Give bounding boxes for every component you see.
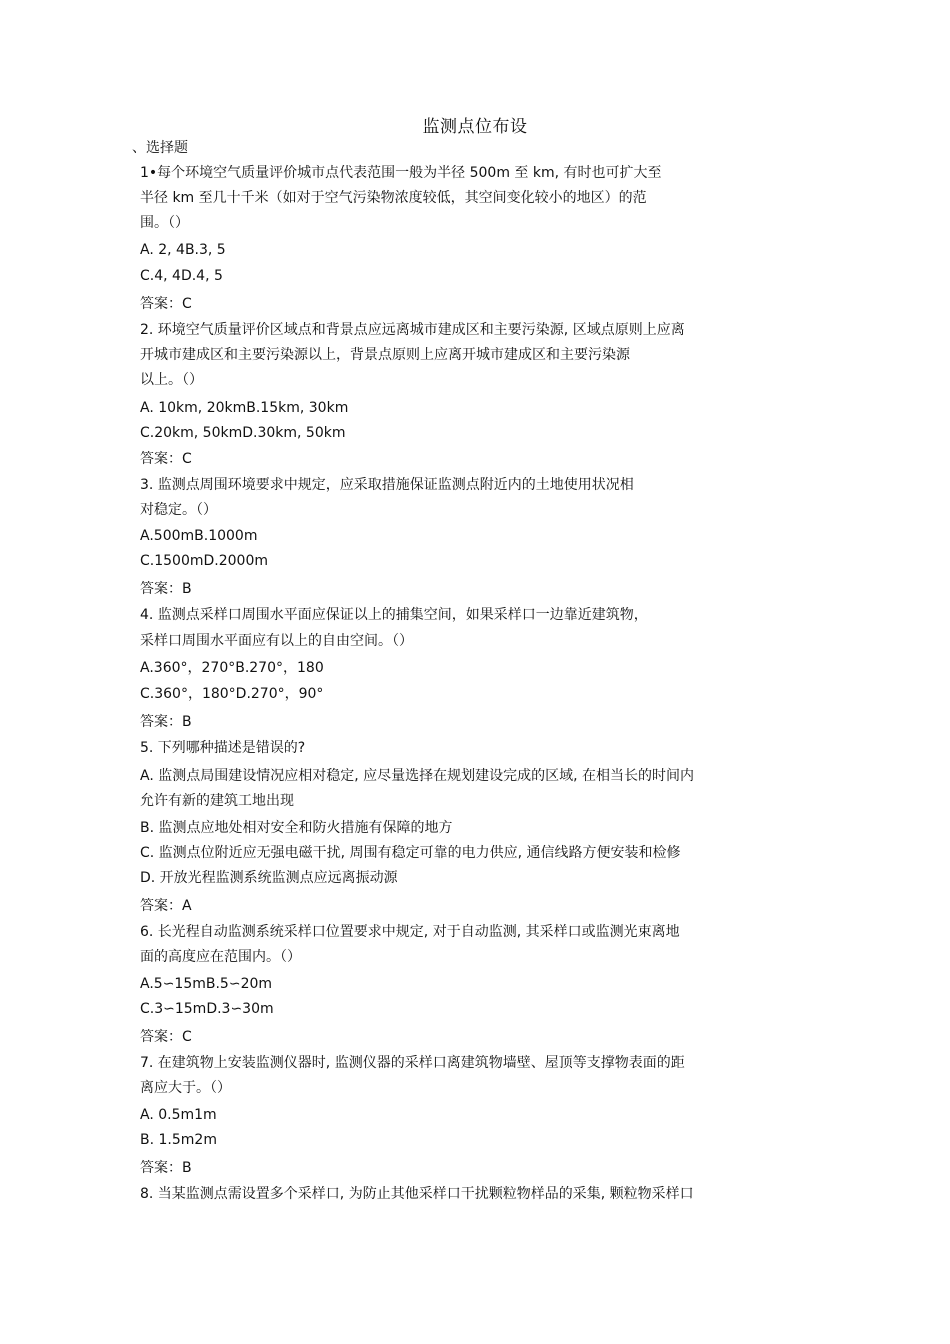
text-line: 半径 km 至几十千米（如对于空气污染物浓度较低，其空间变化较小的地区）的范 [140,190,647,206]
answer-line: 答案：B [140,581,192,597]
option-line: C.4, 4D.4, 5 [140,268,223,284]
text-line: 8. 当某监测点需设置多个采样口, 为防止其他采样口干扰颗粒物样品的采集, 颗粒物采样口 [140,1186,694,1202]
section-heading: 、选择题 [132,140,188,156]
text-line: D. 开放光程监测系统监测点应远离振动源 [140,870,398,886]
option-line: A. 10km, 20kmB.15km, 30km [140,400,349,416]
answer-line: 答案：C [140,1029,192,1045]
answer-line: 答案：B [140,1160,192,1176]
option-line: A.360°，270°B.270°，180 [140,660,324,676]
option-line: A.500mB.1000m [140,528,258,544]
text-line: 对稳定。（） [140,502,217,518]
text-line: A. 监测点局围建设情况应相对稳定, 应尽量选择在规划建设完成的区域, 在相当长的时间内 [140,768,695,784]
option-line: A. 0.5m1m [140,1107,217,1123]
text-line: 2. 环境空气质量评价区域点和背景点应远离城市建成区和主要污染源, 区域点原则上应离 [140,322,685,338]
text-line: 1•每个环境空气质量评价城市点代表范围一般为半径 500m 至 km, 有时也可扩大至 [140,165,662,181]
answer-line: 答案：B [140,714,192,730]
option-line: B. 1.5m2m [140,1132,217,1148]
text-line: 3. 监测点周围环境要求中规定，应采取措施保证监测点附近内的土地使用状况相 [140,477,634,493]
option-line: C.360°，180°D.270°，90° [140,686,324,702]
option-line: A. 2, 4B.3, 5 [140,242,226,258]
answer-line: 答案：C [140,451,192,467]
text-line: 采样口周围水平面应有以上的自由空间。（） [140,633,413,649]
text-line: 6. 长光程自动监测系统采样口位置要求中规定, 对于自动监测, 其采样口或监测光束离地 [140,924,680,940]
text-line: C. 监测点位附近应无强电磁干扰, 周围有稳定可靠的电力供应, 通信线路方便安装和检修 [140,845,681,861]
text-line: 允许有新的建筑工地出现 [140,793,294,809]
text-line: 围。（） [140,215,189,231]
answer-line: 答案：C [140,296,192,312]
text-line: 7. 在建筑物上安装监测仪器时, 监测仪器的采样口离建筑物墙壁、屋顶等支撑物表面的距 [140,1055,685,1071]
doc-title: 监测点位布设 [422,117,528,137]
option-line: C.1500mD.2000m [140,553,268,569]
text-line: 面的高度应在范围内。（） [140,949,301,965]
text-line: 以上。（） [140,372,203,388]
text-line: 开城市建成区和主要污染源以上，背景点原则上应离开城市建成区和主要污染源 [140,347,630,363]
option-line: A.5∽15mB.5∽20m [140,976,273,992]
answer-line: 答案：A [140,898,192,914]
option-line: C.20km, 50kmD.30km, 50km [140,425,346,441]
text-line: 5. 下列哪种描述是错误的? [140,740,306,756]
text-line: 4. 监测点采样口周围水平面应保证以上的捕集空间，如果采样口一边靠近建筑物， [140,607,648,623]
option-line: C.3∽15mD.3∽30m [140,1001,274,1017]
text-line: 离应大于。（） [140,1080,231,1096]
text-line: B. 监测点应地处相对安全和防火措施有保障的地方 [140,820,453,836]
